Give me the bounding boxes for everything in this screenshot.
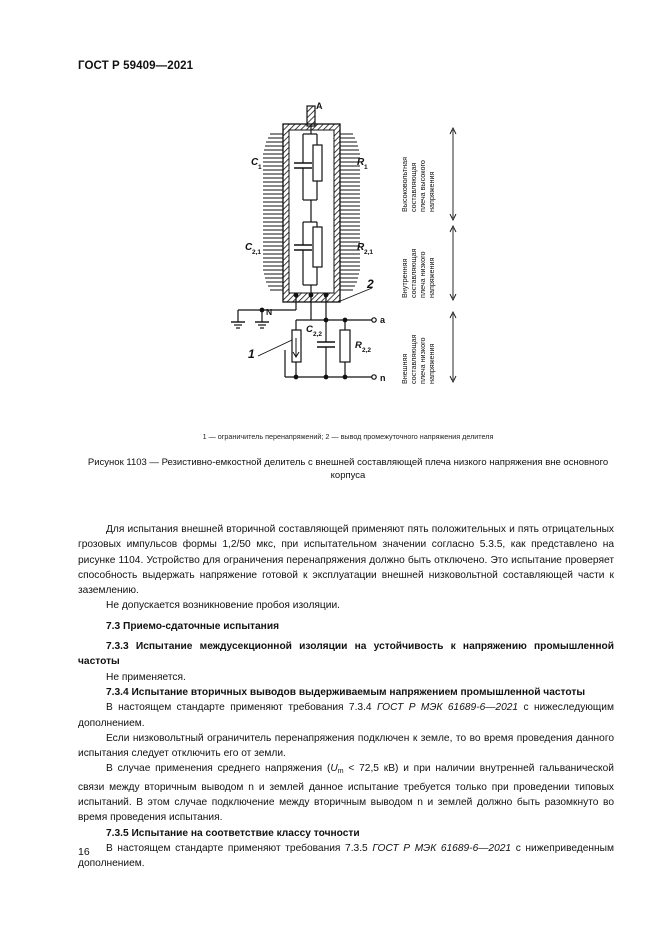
paragraph: В настоящем стандарте применяют требования 7.3.4 ГОСТ Р МЭК 61689-6—2021 с нижеследующим дополнением.	[78, 702, 615, 729]
label-r1: R	[357, 157, 365, 168]
svg-text:составляющая: составляющая	[409, 334, 418, 384]
figure-caption: Рисунок 1103 — Резистивно-емкостной делитель с внешней составляющей плеча низкого напряжения вне основного корпуса	[87, 457, 609, 481]
label-r22-sub: 2,2	[362, 347, 372, 354]
svg-text:Внутренняя: Внутренняя	[400, 258, 409, 298]
section-heading-7-3-3: 7.3.3 Испытание междусекционной изоляции на устойчивость к напряжению промышленной частоты	[78, 641, 614, 668]
body-text	[78, 522, 614, 872]
section-heading-7-3-4: 7.3.4 Испытание вторичных выводов выдерживаемым напряжением промышленной частоты	[106, 686, 586, 698]
label-r21-sub: 2,1	[364, 249, 374, 256]
svg-text:напряжения: напряжения	[427, 171, 436, 212]
paragraph: Для испытания внешней вторичной составляющей применяют пять положительных и пять отрицательных грозовых импульсов формы 1,2/50 мкс, при испытательном значении согласно 5.3.5, как представлено на рисунке 1104. Устройство для ограничения перенапряжения должно быть отключено. Это испытание проверяет способность выдержать напряжение готовой к эксплуатации внешней низковольтной составляющей части к заземлению.	[78, 524, 614, 597]
section-heading-7-3-5: 7.3.5 Испытание на соответствие классу точности	[106, 827, 360, 839]
label-r22: R	[355, 340, 362, 351]
callout-1: 1	[248, 347, 255, 361]
svg-text:плеча низкого: плеча низкого	[418, 337, 427, 384]
svg-text:составляющая: составляющая	[409, 162, 418, 212]
label-c1: C	[251, 157, 259, 168]
label-r21: R	[357, 242, 365, 253]
paragraph: В случае применения среднего напряжения ($U_m < 72,5$ кВ) и при наличии внутренней гальванической связи между вторичным выводом n и землей данное испытание требуется только при проведении типовых испытаний. В этом случае подключение между вторичным выводом n и землей должно быть разомкнуто во время проведения испытания.	[78, 763, 614, 824]
top-terminal	[307, 106, 315, 126]
document-header: ГОСТ Р 59409—2021	[78, 60, 194, 72]
svg-text:Высоковольтная: Высоковольтная	[400, 157, 409, 212]
side-label-inner-low	[400, 248, 436, 298]
svg-text:плеча высокого: плеча высокого	[418, 160, 427, 212]
side-label-high	[400, 157, 436, 212]
paragraph: Не допускается возникновение пробоя изоляции.	[106, 600, 340, 612]
label-c1-sub: 1	[258, 164, 262, 171]
svg-text:напряжения: напряжения	[427, 257, 436, 298]
reference-standard: ГОСТ Р МЭК 61689-6—2021	[372, 842, 512, 854]
circuit-figure	[0, 0, 661, 420]
label-c22: C	[306, 324, 313, 335]
paragraph: В настоящем стандарте применяют требования 7.3.5 ГОСТ Р МЭК 61689-6—2021 с нижеприведенным дополнением.	[78, 842, 614, 870]
svg-text:плеча низкого: плеча низкого	[418, 251, 427, 298]
left-fins	[263, 134, 283, 290]
label-c21: C	[245, 242, 253, 253]
label-n-ground: N	[266, 307, 273, 317]
callout-1-leader	[258, 340, 292, 356]
svg-text:Внешняя: Внешняя	[400, 353, 409, 384]
label-terminal-a: a	[380, 315, 386, 325]
paragraph: Не применяется.	[106, 671, 186, 683]
callout-2: 2	[367, 277, 374, 291]
svg-text:напряжения: напряжения	[427, 343, 436, 384]
paragraph: Если низковольтный ограничитель перенапряжения подключен к земле, то во время проведения данного испытания следует отключить его от земли.	[78, 732, 614, 760]
side-label-outer-low	[400, 334, 436, 384]
section-heading-7-3: 7.3 Приемо-сдаточные испытания	[106, 620, 280, 632]
label-a-top: A	[316, 101, 323, 111]
label-c22-sub: 2,2	[313, 331, 323, 338]
figure-legend: 1 — ограничитель перенапряжений; 2 — вывод промежуточного напряжения делителя	[202, 432, 494, 441]
label-r1-sub: 1	[364, 164, 368, 171]
reference-standard: ГОСТ Р МЭК 61689-6—2021	[376, 702, 519, 714]
divider-schematic	[0, 0, 661, 420]
label-c21-sub: 2,1	[252, 249, 262, 256]
svg-text:составляющая: составляющая	[409, 248, 418, 298]
label-terminal-n: n	[380, 373, 386, 383]
page-number: 16	[78, 846, 90, 858]
